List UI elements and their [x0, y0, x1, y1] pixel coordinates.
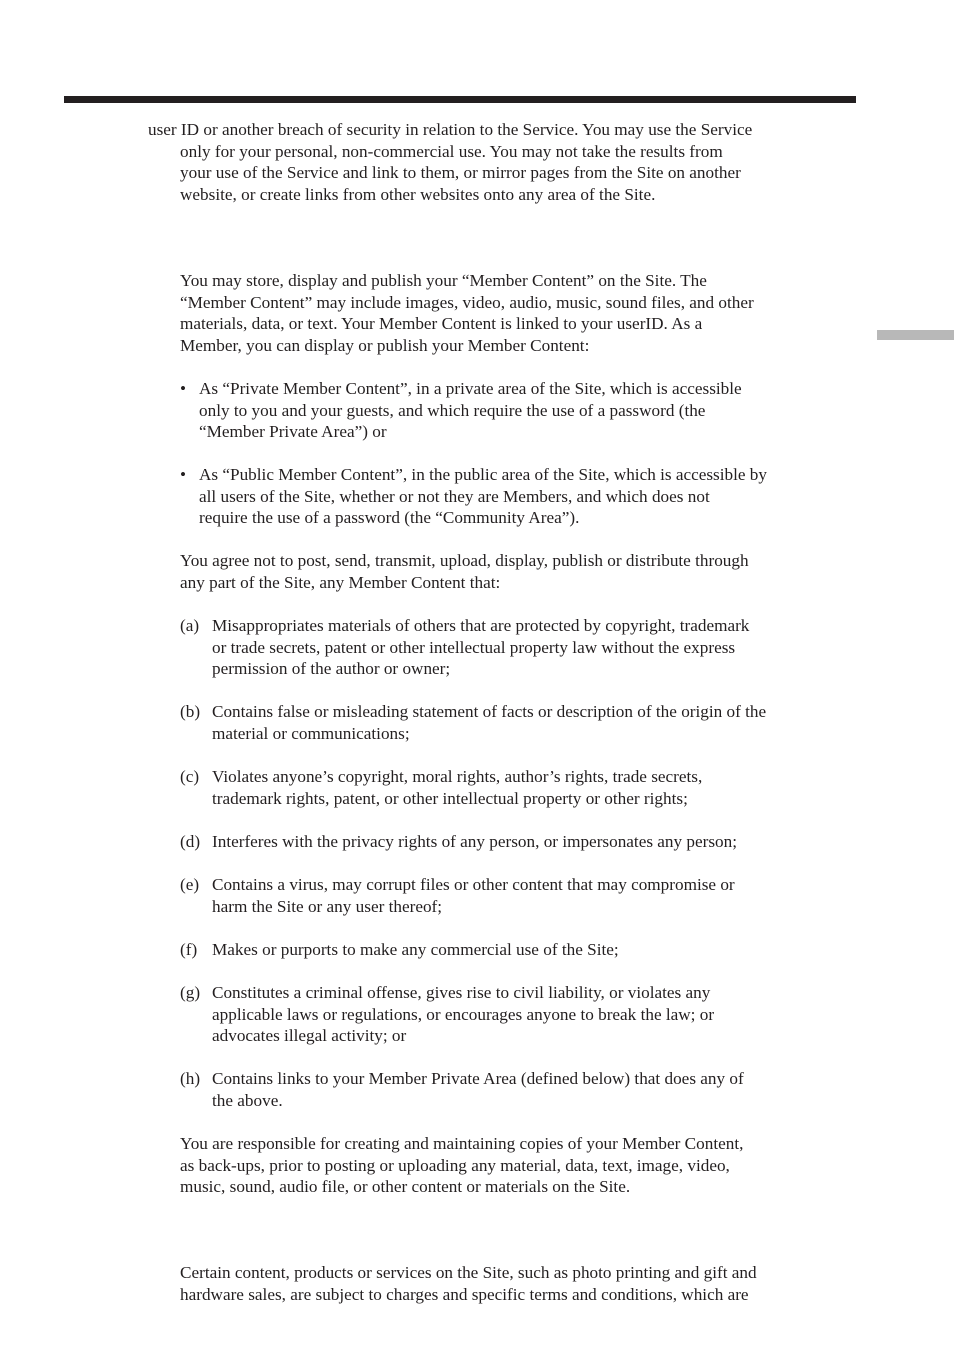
- bullet-line: “Member Private Area”) or: [199, 422, 387, 442]
- bullet-symbol: •: [180, 379, 187, 398]
- agree-paragraph: [180, 550, 749, 593]
- bullet-line: As “Public Member Content”, in the public area of the Site, which is accessible by: [199, 465, 767, 484]
- item-label: (b): [180, 702, 201, 721]
- responsibility-paragraph: [180, 1133, 743, 1198]
- item-line: Misappropriates materials of others that are protected by copyright, trademark: [212, 616, 750, 635]
- member-content-paragraph: [180, 270, 754, 356]
- intro-line: only for your personal, non-commercial use. You may not take the results from: [180, 141, 723, 161]
- item-text: [212, 939, 619, 961]
- item-label: (g): [180, 983, 201, 1002]
- charges-paragraph: [180, 1262, 757, 1305]
- item-text: [212, 701, 766, 744]
- item-line: Interferes with the privacy rights of any person, or impersonates any person;: [212, 832, 738, 851]
- bullet-line: require the use of a password (the “Community Area”).: [199, 508, 580, 528]
- item-line: Violates anyone’s copyright, moral rights, author’s rights, trade secrets,: [212, 767, 703, 786]
- bullet-text: [199, 378, 742, 443]
- item-text: [212, 831, 737, 853]
- item-line: the above.: [212, 1090, 283, 1110]
- item-text: [212, 615, 749, 680]
- item-text: [212, 874, 735, 917]
- item-line: Makes or purports to make any commercial use of the Site;: [212, 940, 619, 959]
- bullet-line: all users of the Site, whether or not they are Members, and which does not: [199, 486, 710, 506]
- item-text: [212, 1068, 744, 1111]
- intro-line: website, or create links from other websites onto any area of the Site.: [180, 184, 656, 204]
- item-line: Contains links to your Member Private Area (defined below) that does any of: [212, 1069, 744, 1088]
- item-label: (c): [180, 767, 200, 786]
- item-line: Constitutes a criminal offense, gives rise to civil liability, or violates any: [212, 983, 711, 1002]
- item-line: permission of the author or owner;: [212, 659, 451, 679]
- bullet-line: only to you and your guests, and which require the use of a password (the: [199, 400, 706, 420]
- item-line: advocates illegal activity; or: [212, 1026, 407, 1046]
- item-line: material or communications;: [212, 723, 410, 743]
- intro-line: your use of the Service and link to them, or mirror pages from the Site on another: [180, 163, 741, 183]
- item-label: (e): [180, 875, 200, 894]
- item-label: (a): [180, 616, 200, 635]
- paragraph-line: “Member Content” may include images, video, audio, music, sound files, and other: [180, 292, 754, 312]
- paragraph-line: You agree not to post, send, transmit, upload, display, publish or distribute through: [180, 551, 749, 570]
- item-text: [212, 982, 714, 1047]
- paragraph-line: music, sound, audio file, or other content or materials on the Site.: [180, 1177, 631, 1197]
- bullet-line: As “Private Member Content”, in a private area of the Site, which is accessible: [199, 379, 742, 398]
- item-line: Contains a virus, may corrupt files or other content that may compromise or: [212, 875, 735, 894]
- paragraph-line: any part of the Site, any Member Content that:: [180, 572, 501, 592]
- paragraph-line: Certain content, products or services on the Site, such as photo printing and gift and: [180, 1263, 757, 1282]
- paragraph-line: You may store, display and publish your “Member Content” on the Site. The: [180, 271, 707, 290]
- item-line: Contains false or misleading statement of facts or description of the origin of the: [212, 702, 767, 721]
- item-line: applicable laws or regulations, or encourages anyone to break the law; or: [212, 1004, 715, 1024]
- paragraph-line: Member, you can display or publish your Member Content:: [180, 335, 590, 355]
- item-label: (h): [180, 1069, 201, 1088]
- bullet-symbol: •: [180, 465, 187, 484]
- top-rule: [64, 96, 856, 103]
- paragraph-line: hardware sales, are subject to charges and specific terms and conditions, which are: [180, 1284, 749, 1304]
- paragraph-line: You are responsible for creating and maintaining copies of your Member Content,: [180, 1134, 744, 1153]
- paragraph-line: materials, data, or text. Your Member Content is linked to your userID. As a: [180, 314, 703, 334]
- side-tab-marker: [877, 330, 954, 340]
- item-text: [212, 766, 702, 809]
- item-line: harm the Site or any user thereof;: [212, 896, 443, 916]
- item-label: (f): [180, 940, 198, 959]
- intro-line: user ID or another breach of security in relation to the Service. You may use the Service: [148, 120, 753, 139]
- item-label: (d): [180, 832, 201, 851]
- bullet-text: [199, 464, 767, 529]
- paragraph-line: as back-ups, prior to posting or uploading any material, data, text, image, video,: [180, 1155, 730, 1175]
- item-line: or trade secrets, patent or other intellectual property law without the express: [212, 637, 736, 657]
- intro-paragraph: [148, 119, 752, 205]
- item-line: trademark rights, patent, or other intellectual property or other rights;: [212, 788, 688, 808]
